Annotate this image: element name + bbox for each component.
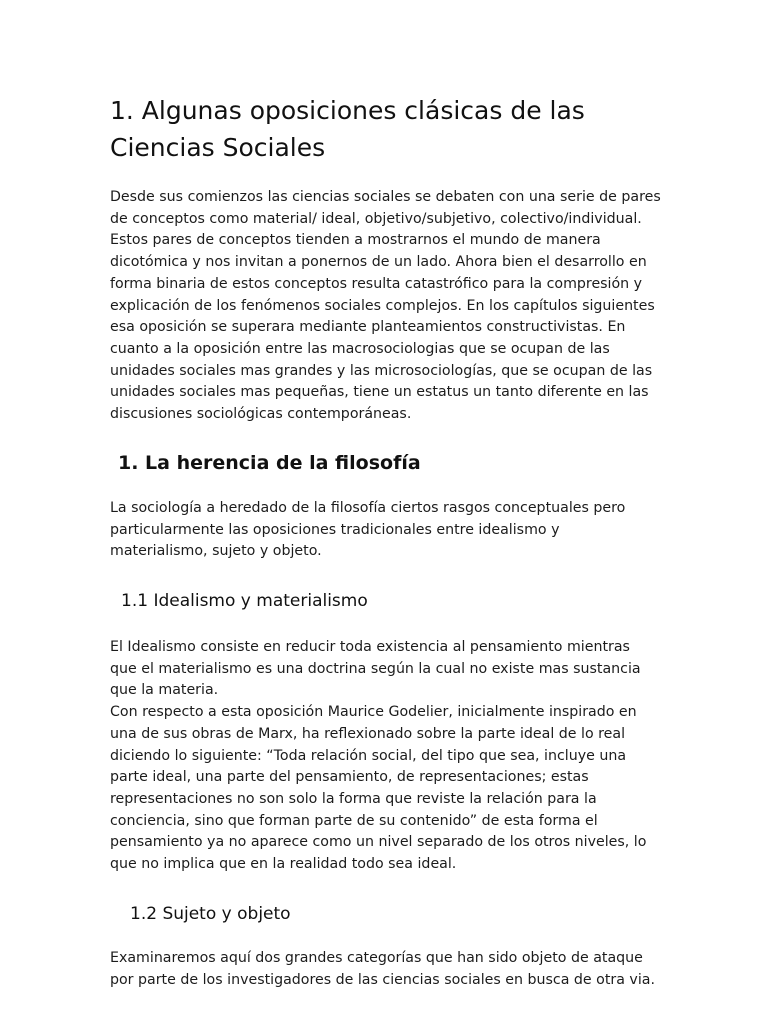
paragraph-line: una de sus obras de Marx, ha reflexionado sobre la parte ideal de lo real — [110, 725, 626, 742]
intro-paragraph — [110, 187, 670, 426]
subsection-heading: 1.1 Idealismo y materialismo — [121, 591, 368, 611]
paragraph-line: por parte de los investigadores de las ciencias sociales en busca de otra via. — [110, 971, 655, 988]
subsection-paragraph — [110, 948, 670, 991]
paragraph-line: Examinaremos aquí dos grandes categorías que han sido objeto de ataque — [110, 950, 643, 966]
paragraph-line: conciencia, sino que forman parte de su contenido” de esta forma el — [110, 812, 598, 829]
paragraph-line: particularmente las oposiciones tradicionales entre idealismo y — [110, 521, 560, 538]
paragraph-line: discusiones sociológicas contemporáneas. — [110, 406, 412, 423]
paragraph-line: representaciones no son solo la forma que reviste la relación para la — [110, 790, 597, 807]
paragraph-line: Desde sus comienzos las ciencias sociales se debaten con una serie de pares — [110, 189, 661, 205]
paragraph-line: dicotómica y nos invitan a ponernos de un lado. Ahora bien el desarrollo en — [110, 254, 647, 271]
paragraph-line: de conceptos como material/ ideal, objetivo/subjetivo, colectivo/individual. — [110, 210, 642, 227]
paragraph-line: La sociología a heredado de la filosofía ciertos rasgos conceptuales pero — [110, 500, 626, 516]
subsection-paragraph — [110, 637, 670, 876]
subsection-heading: 1.2 Sujeto y objeto — [130, 904, 291, 924]
paragraph-line: El Idealismo consiste en reducir toda existencia al pensamiento mientras — [110, 639, 630, 655]
paragraph-line: que la materia. — [110, 682, 219, 699]
paragraph-line: explicación de los fenómenos sociales complejos. En los capítulos siguientes — [110, 297, 655, 314]
section-paragraph — [110, 498, 670, 563]
paragraph-line: materialismo, sujeto y objeto. — [110, 543, 322, 560]
document-title — [110, 92, 670, 166]
paragraph-line: parte ideal, una parte del pensamiento, de representaciones; estas — [110, 769, 589, 786]
paragraph-line: Con respecto a esta oposición Maurice Godelier, inicialmente inspirado en — [110, 704, 637, 721]
section-heading: 1. La herencia de la filosofía — [118, 452, 421, 474]
paragraph-line: que el materialismo es una doctrina según la cual no existe mas sustancia — [110, 660, 641, 677]
paragraph-line: unidades sociales mas grandes y las microsociologías, que se ocupan de las — [110, 362, 653, 379]
title-line: 1. Algunas oposiciones clásicas de las — [110, 96, 585, 125]
paragraph-line: que no implica que en la realidad todo sea ideal. — [110, 856, 457, 873]
paragraph-line: unidades sociales mas pequeñas, tiene un estatus un tanto diferente en las — [110, 384, 649, 401]
paragraph-line: diciendo lo siguiente: “Toda relación social, del tipo que sea, incluye una — [110, 747, 627, 764]
title-line: Ciencias Sociales — [110, 133, 326, 162]
paragraph-line: Estos pares de conceptos tienden a mostrarnos el mundo de manera — [110, 232, 601, 249]
paragraph-line: esa oposición se superara mediante planteamientos constructivistas. En — [110, 319, 626, 336]
paragraph-line: cuanto a la oposición entre las macrosociologias que se ocupan de las — [110, 340, 610, 357]
paragraph-line: pensamiento ya no aparece como un nivel separado de los otros niveles, lo — [110, 834, 647, 851]
paragraph-line: forma binaria de estos conceptos resulta catastrófico para la compresión y — [110, 275, 643, 292]
